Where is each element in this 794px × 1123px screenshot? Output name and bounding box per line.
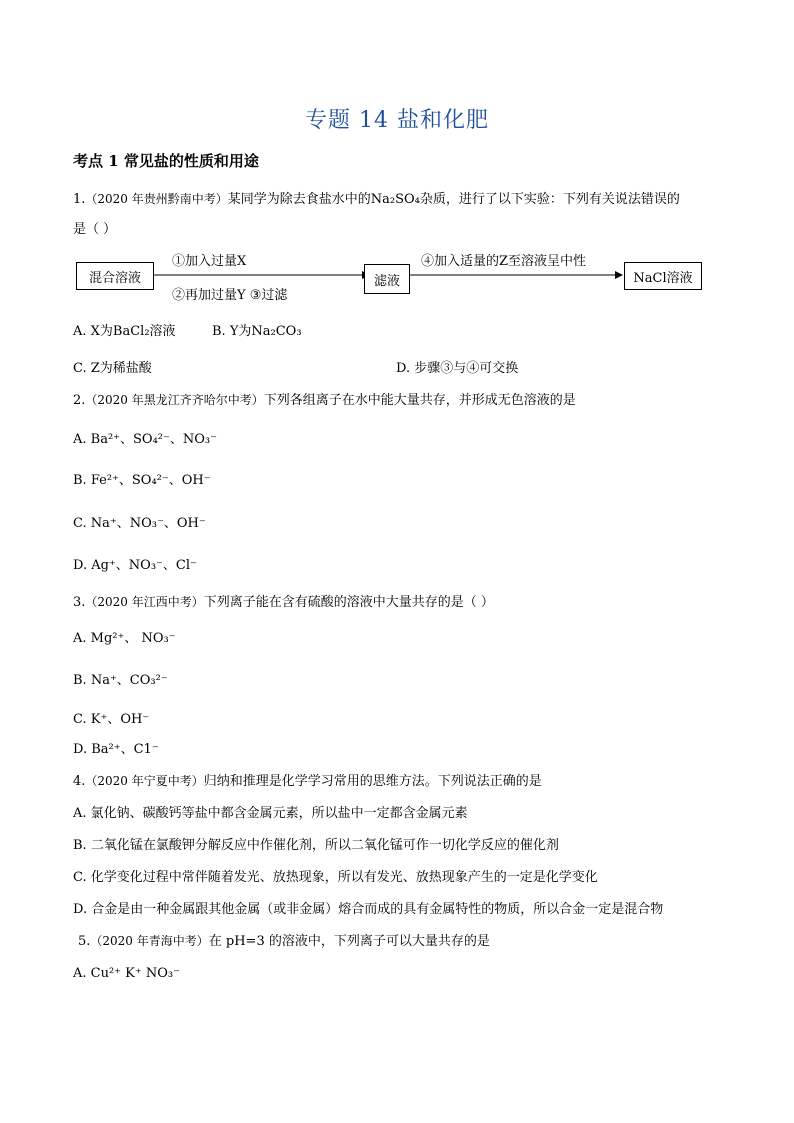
q4-option-b: B. 二氧化锰在氯酸钾分解反应中作催化剂，所以二氧化锰可作一切化学反应的催化剂 xyxy=(73,838,559,853)
q1-option-b: B. Y为Na₂CO₃ xyxy=(212,324,302,339)
flow-box-mixture: 混合溶液 xyxy=(76,262,154,290)
q2-option-b: B. Fe²⁺、SO₄²⁻、OH⁻ xyxy=(73,473,211,488)
q3-number: 3. xyxy=(73,595,86,610)
question-5 xyxy=(78,930,490,949)
q2-number: 2. xyxy=(73,393,86,408)
q2-option-a: A. Ba²⁺、SO₄²⁻、NO₃⁻ xyxy=(73,432,217,447)
q5-number: 5. xyxy=(78,934,91,949)
q4-option-d: D. 合金是由一种金属跟其他金属（或非金属）熔合而成的具有金属特性的物质，所以合金一定是混合物 xyxy=(73,902,664,917)
question-3 xyxy=(73,591,494,610)
q4-text: 归纳和推理是化学学习常用的思维方法。下列说法正确的是 xyxy=(203,774,542,789)
question-2 xyxy=(73,389,576,408)
q1-text: 某同学为除去食盐水中的Na₂SO₄杂质，进行了以下实验：下列有关说法错误的 xyxy=(227,192,680,207)
q5-option-a: A. Cu²⁺ K⁺ NO₃⁻ xyxy=(73,966,180,981)
question-4 xyxy=(73,770,542,789)
q5-text: 在 pH=3 的溶液中，下列离子可以大量共存的是 xyxy=(208,934,490,949)
q3-option-d: D. Ba²⁺、C1⁻ xyxy=(73,742,159,757)
q3-option-b: B. Na⁺、CO₃²⁻ xyxy=(73,673,168,688)
q1-number: 1. xyxy=(73,192,86,207)
flow-label-step4: ④加入适量的Z至溶液呈中性 xyxy=(421,254,587,269)
q2-source: （2020 年黑龙江齐齐哈尔中考） xyxy=(85,393,264,407)
q1-source: （2020 年贵州黔南中考） xyxy=(85,192,228,206)
q4-option-a: A. 氯化钠、碳酸钙等盐中都含金属元素，所以盐中一定都含金属元素 xyxy=(73,806,468,821)
q1-option-c: C. Z为稀盐酸 xyxy=(73,361,152,376)
q2-option-d: D. Ag⁺、NO₃⁻、Cl⁻ xyxy=(73,558,197,573)
q1-option-d: D. 步骤③与④可交换 xyxy=(396,361,519,376)
flow-box-filtrate: 滤液 xyxy=(364,264,410,294)
q1-option-a: A. X为BaCl₂溶液 xyxy=(73,324,176,339)
page-title: 专题 14 盐和化肥 xyxy=(305,108,489,133)
q3-source: （2020 年江西中考） xyxy=(85,595,204,609)
flow-box-nacl: NaCl溶液 xyxy=(624,262,702,290)
q1-text-continued: 是（ ） xyxy=(73,222,117,237)
q2-option-c: C. Na⁺、NO₃⁻、OH⁻ xyxy=(73,516,206,531)
q3-option-c: C. K⁺、OH⁻ xyxy=(73,712,150,727)
q2-text: 下列各组离子在水中能大量共存，并形成无色溶液的是 xyxy=(263,393,576,408)
flow-label-step2-3: ②再加过量Y ③过滤 xyxy=(172,288,288,303)
q4-source: （2020 年宁夏中考） xyxy=(85,774,204,788)
section-heading: 考点 1 常见盐的性质和用途 xyxy=(73,152,259,170)
q3-text: 下列离子能在含有硫酸的溶液中大量共存的是（ ） xyxy=(203,595,494,610)
q3-option-a: A. Mg²⁺、 NO₃⁻ xyxy=(73,631,176,646)
q4-number: 4. xyxy=(73,774,86,789)
flow-label-step1: ①加入过量X xyxy=(172,254,247,269)
q5-source: （2020 年青海中考） xyxy=(90,934,209,948)
q4-option-c: C. 化学变化过程中常伴随着发光、放热现象，所以有发光、放热现象产生的一定是化学变化 xyxy=(73,870,598,885)
